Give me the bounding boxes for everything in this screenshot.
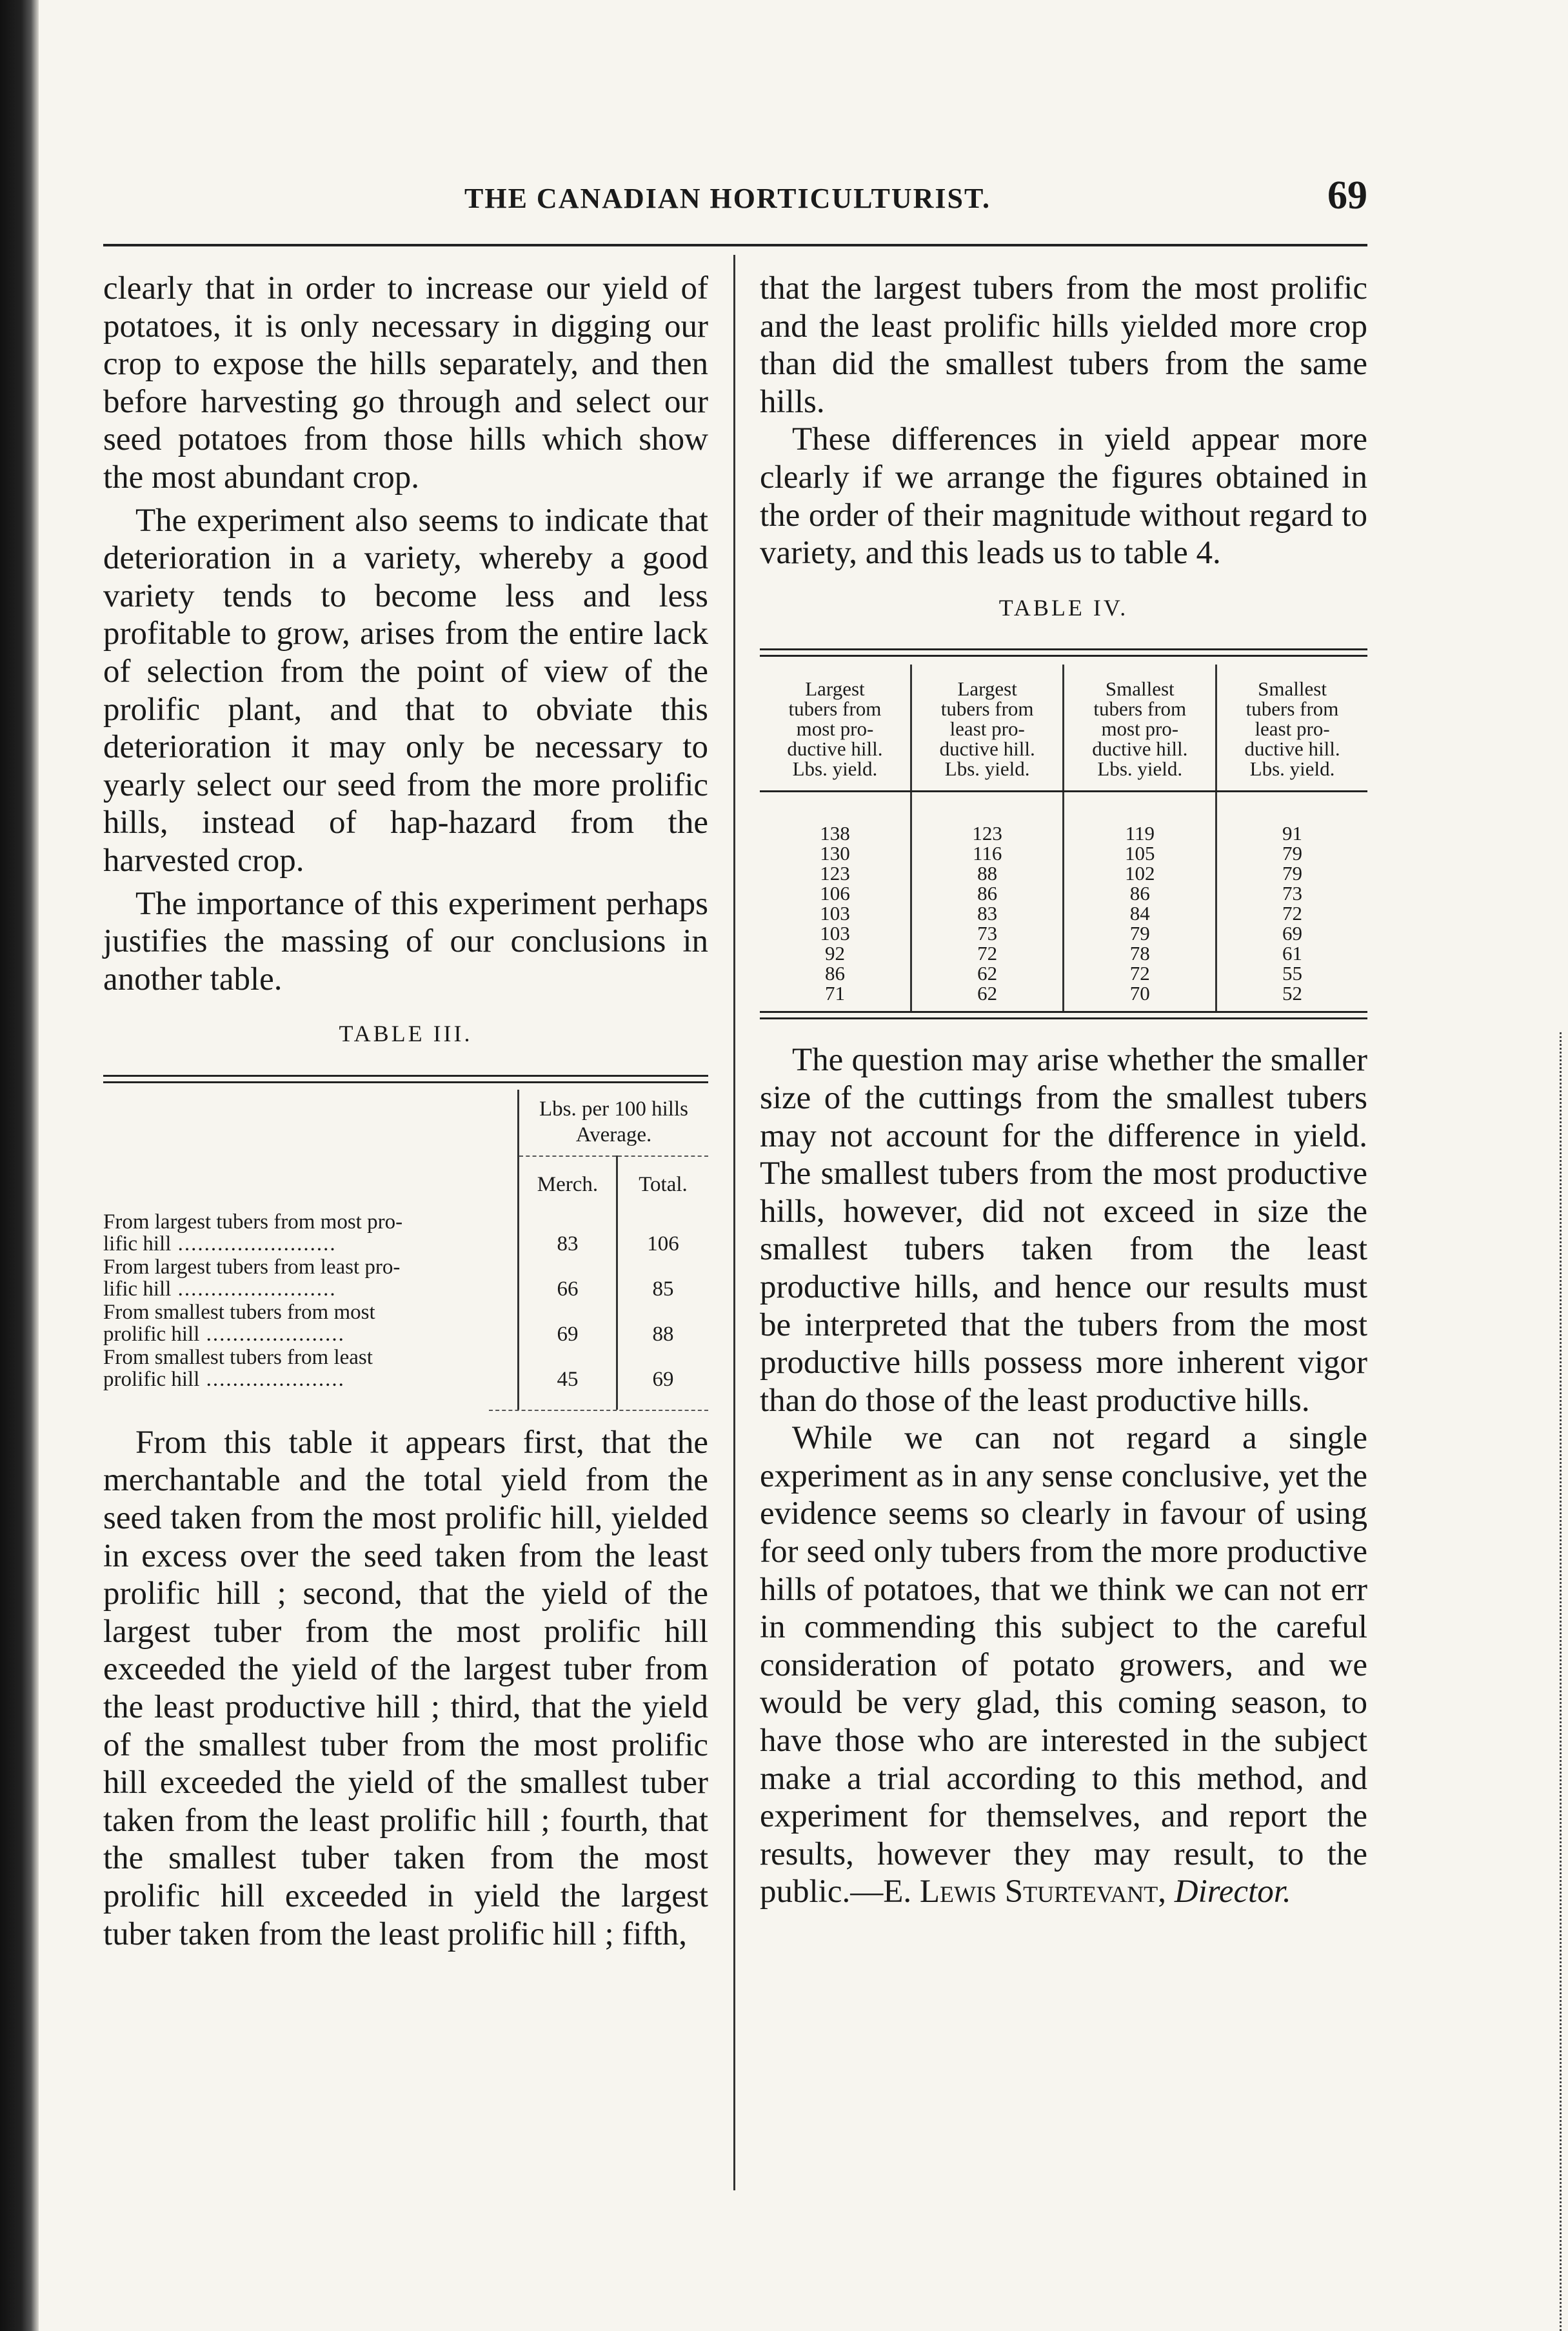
table-caption: TABLE IV.: [998, 594, 1129, 621]
column-header: Largest tubers from least pro- ductive hill. Lbs. yield.: [911, 665, 1064, 792]
row-label: lific hill: [103, 1277, 172, 1301]
table-cell: 72: [1216, 903, 1367, 923]
table-cell: 72: [911, 943, 1064, 963]
table-row: [760, 983, 1367, 1011]
table-rule: [760, 648, 1367, 657]
table-cell: 83: [911, 903, 1064, 923]
header-rule: [103, 244, 1367, 246]
table-cell: 69: [617, 1345, 709, 1410]
column-header-total: Total.: [617, 1156, 709, 1210]
author-title: Director.: [1174, 1874, 1291, 1910]
table-cell: 85: [617, 1255, 709, 1300]
table-rule: [760, 1011, 1367, 1019]
table-row: [760, 943, 1367, 963]
table-row: [103, 1345, 708, 1410]
table-row: [760, 903, 1367, 923]
paragraph: [760, 1419, 1367, 1911]
table-cell: 123: [820, 862, 850, 885]
paragraph: clearly that in order to increase our yield of potatoes, it is only necessary in digging our crop to expose the hills separately, and then before harvesting go through and select our seed potatoes from those hills which show the most abundant crop.: [103, 270, 708, 495]
author-signature: E. Lewis Sturtevant,: [883, 1874, 1167, 1910]
table-cell: 102: [1064, 863, 1216, 883]
leader-dots: ........................: [171, 1232, 337, 1256]
table-row: [103, 1210, 708, 1255]
table-cell: 103: [820, 922, 850, 945]
table-cell: 61: [1216, 943, 1367, 963]
table-header-row: [760, 665, 1367, 792]
table-cell: 91: [1216, 792, 1367, 844]
table-cell: 105: [1064, 843, 1216, 863]
right-column: [760, 270, 1367, 1911]
column-header: Largest tubers from most pro- ductive hill. Lbs. yield.: [760, 665, 911, 792]
leader-dots: ........................: [171, 1277, 337, 1301]
column-header: Smallest tubers from most pro- ductive hill. Lbs. yield.: [1064, 665, 1216, 792]
row-label: prolific hill: [103, 1367, 200, 1391]
page-edge: [1560, 1032, 1568, 2331]
row-label: lific hill: [103, 1232, 172, 1256]
table-row: [760, 883, 1367, 903]
table-cell: 52: [1216, 983, 1367, 1011]
table-rule: [489, 1410, 708, 1411]
table-cell: 45: [519, 1345, 617, 1410]
table-cell: 79: [1064, 923, 1216, 943]
table-cell: 106: [617, 1210, 709, 1255]
leader-dots: .....................: [199, 1367, 345, 1391]
row-label: From largest tubers from most pro-: [103, 1210, 403, 1234]
table-cell: 138: [820, 822, 850, 845]
table-cell: 72: [1064, 963, 1216, 983]
table-cell: 70: [1064, 983, 1216, 1011]
table-cell: 84: [1064, 903, 1216, 923]
table-cell: 83: [519, 1210, 617, 1255]
column-divider: [733, 255, 735, 2190]
table-cell: 123: [911, 792, 1064, 844]
column-header-merch: Merch.: [519, 1156, 617, 1210]
table-cell: 79: [1216, 843, 1367, 863]
table-cell: 71: [824, 982, 845, 1005]
table-cell: 66: [519, 1255, 617, 1300]
table-cell: 106: [820, 882, 850, 905]
table-cell: 116: [911, 843, 1064, 863]
table-cell: 73: [1216, 883, 1367, 903]
table-cell: 88: [617, 1300, 709, 1345]
table-cell: 79: [1216, 863, 1367, 883]
table-row: [103, 1255, 708, 1300]
row-label: prolific hill: [103, 1322, 200, 1346]
table-cell: 73: [911, 923, 1064, 943]
table-cell: 55: [1216, 963, 1367, 983]
table-row: [760, 792, 1367, 844]
page-header: [103, 173, 1367, 231]
book-spine-shadow: [0, 0, 39, 2331]
table-cell: 86: [1064, 883, 1216, 903]
table-4: [760, 665, 1367, 1011]
table-cell: 69: [1216, 923, 1367, 943]
left-column: [103, 270, 708, 1953]
table-cell: 88: [911, 863, 1064, 883]
table-cell: 92: [824, 942, 845, 965]
row-label: From smallest tubers from most: [103, 1300, 375, 1324]
table-cell: 69: [519, 1300, 617, 1345]
row-label: From smallest tubers from least: [103, 1345, 373, 1369]
table-cell: 86: [824, 962, 845, 985]
table-header: Lbs. per 100 hills Average.: [519, 1090, 709, 1156]
table-row: [760, 963, 1367, 983]
table-cell: 62: [911, 983, 1064, 1011]
table-row: [103, 1300, 708, 1345]
leader-dots: .....................: [199, 1322, 345, 1346]
paragraph: From this table it appears first, that the merchantable and the total yield from the seed taken from the most prolific hill, yielded in excess over the seed taken from the least prolific hill ; second, that the yield of the largest tuber from the most prolific hill exceeded the yield of the largest tuber from the least productive hill ; third, that the yield of the smallest tuber from the most prolific hill exceeded the yield of the smallest tuber taken from the least prolific hill ; fourth, that the smallest tuber taken from the most prolific hill exceeded in yield the largest tuber taken from the least prolific hill ; fifth,: [103, 1424, 708, 1952]
table-rule: [103, 1075, 708, 1083]
row-label: From largest tubers from least pro-: [103, 1255, 401, 1279]
paragraph: The importance of this experiment perhaps justifies the massing of our conclusions in another table.: [103, 885, 708, 997]
table-row: [760, 923, 1367, 943]
table-cell: 86: [911, 883, 1064, 903]
table-cell: 103: [820, 902, 850, 925]
running-title: THE CANADIAN HORTICULTURIST.: [464, 183, 991, 214]
table-caption: TABLE III.: [339, 1021, 473, 1047]
table-3: [103, 1090, 708, 1410]
table-cell: 78: [1064, 943, 1216, 963]
table-row: [760, 843, 1367, 863]
table-cell: 62: [911, 963, 1064, 983]
table-cell: 130: [820, 842, 850, 865]
table-row: [760, 863, 1367, 883]
paragraph: The question may arise whether the smaller size of the cuttings from the smallest tubers may not account for the difference in yield. The smallest tubers from the most productive hills, however, did not exceed in size the smallest tubers taken from the least productive hills, and hence our results must be interpreted that the tubers from the most productive hills possess more inherent vigor than do those of the least productive hills.: [760, 1042, 1367, 1419]
page-number: 69: [1327, 174, 1367, 217]
column-header: Smallest tubers from least pro- ductive hill. Lbs. yield.: [1216, 665, 1367, 792]
paragraph: that the largest tubers from the most prolific and the least prolific hills yielded more crop than did the smallest tubers from the same hills.: [760, 270, 1367, 420]
paragraph: The experiment also seems to indicate that deterioration in a variety, whereby a good variety tends to become less and less profitable to grow, arises from the entire lack of selection from the point of view of the prolific plant, and that to obviate this deterioration it may only be necessary to yearly select our seed from the more prolific hills, instead of hap-hazard from the harvested crop.: [103, 502, 708, 879]
paragraph-text: While we can not regard a single experiment as in any sense conclusive, yet the evidence seems so clearly in favour of using for seed only tubers from the more productive hills of potatoes, that we think we can not err in commending this subject to the careful consideration of potato growers, and we would be very glad, this coming season, to have those who are interested in the subject make a trial according to this method, and experiment for themselves, and report the results, however they may result, to the public.—: [760, 1420, 1367, 1910]
table-cell: 119: [1064, 792, 1216, 844]
paragraph: These differences in yield appear more clearly if we arrange the figures obtained in the order of their magnitude without regard to variety, and this leads us to table 4.: [760, 421, 1367, 572]
